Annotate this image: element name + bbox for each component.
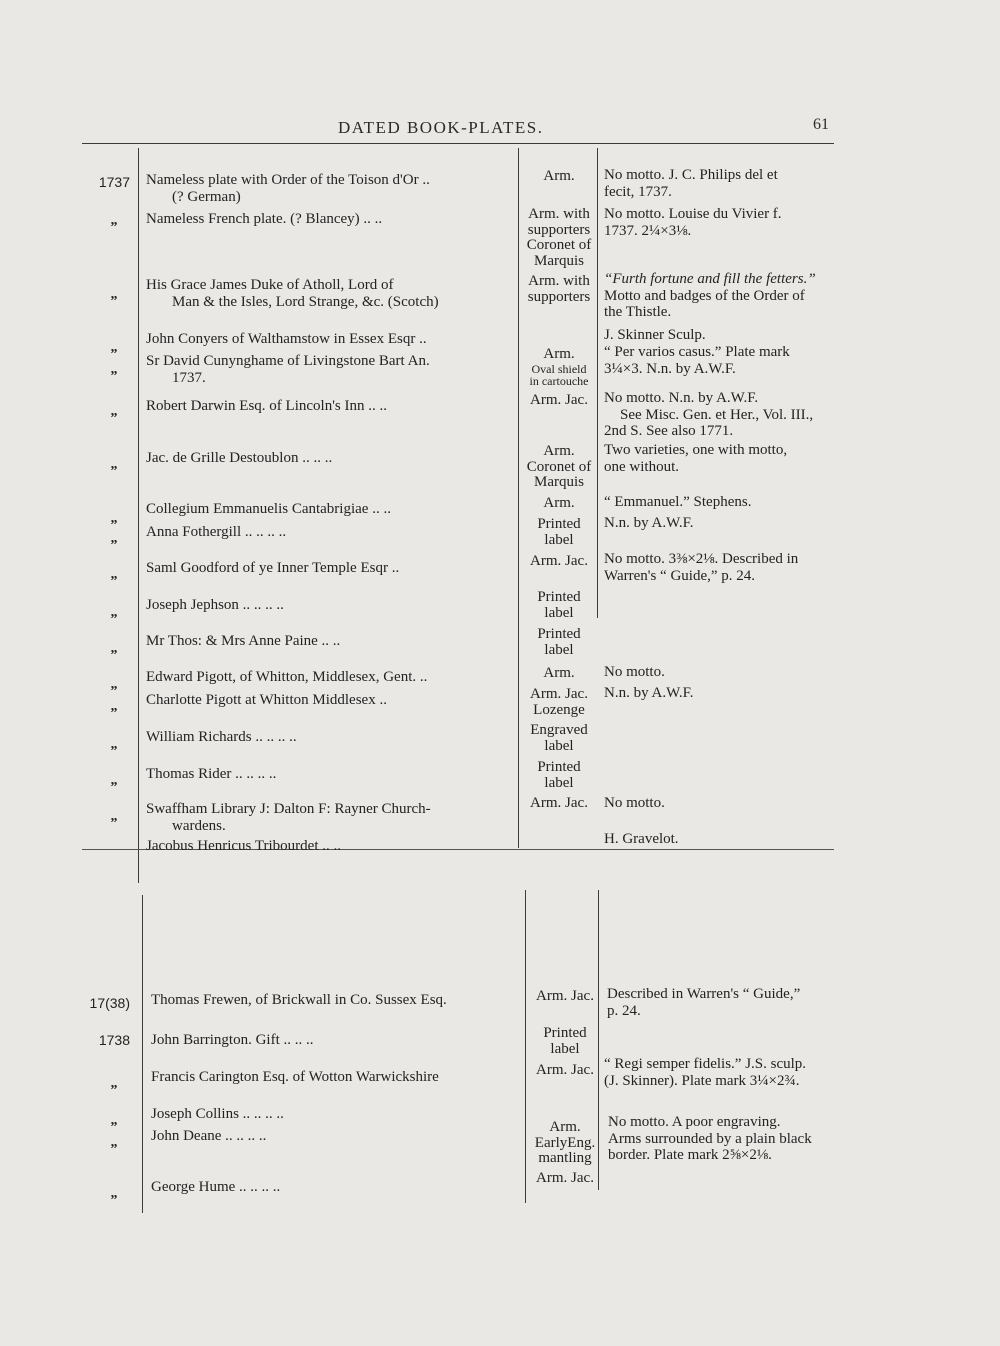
- remark-line: No motto. Louise du Vivier f.: [604, 206, 782, 222]
- owner-line: Jac. de Grille Destoublon .. .. ..: [146, 450, 333, 466]
- style-line: Coronet of: [526, 458, 592, 475]
- entry-owner: [151, 1032, 511, 1049]
- remark-line: No motto.: [604, 795, 665, 811]
- entry-style: [520, 517, 598, 548]
- owner-line: Joseph Collins .. .. .. ..: [151, 1106, 284, 1122]
- ditto-mark: „: [110, 605, 118, 620]
- entry-style: [526, 1026, 604, 1057]
- ditto-mark: „: [110, 213, 118, 228]
- owner-line: Jacobus Henricus Tribourdet .. ..: [146, 838, 341, 854]
- column-rule-year: [138, 148, 139, 883]
- owner-line: Anna Fothergill .. .. .. ..: [146, 524, 287, 540]
- remark-line: No motto. J. C. Philips del et: [604, 167, 778, 183]
- style-line: label: [550, 1040, 580, 1057]
- entry-year: 17(38): [89, 995, 130, 1011]
- entry-style: [520, 169, 598, 185]
- owner-line: Saml Goodford of ye Inner Temple Esqr ..: [146, 560, 400, 576]
- owner-line: Nameless French plate. (? Blancey) .. ..: [146, 211, 383, 227]
- style-line: Arm. with: [528, 206, 590, 222]
- owner-line: Francis Carington Esq. of Wotton Warwickshire: [151, 1069, 439, 1085]
- style-line: Printed: [537, 516, 581, 532]
- entry-remarks: [604, 1056, 838, 1089]
- remark-line: J. Skinner Sculp.: [604, 327, 706, 343]
- style-line: Printed: [537, 759, 581, 775]
- style-line: Arm. Jac.: [530, 795, 588, 811]
- style-line: label: [544, 531, 574, 548]
- entry-owner: [146, 398, 506, 415]
- style-line: Arm.: [543, 346, 575, 362]
- ditto-mark: „: [110, 1076, 118, 1091]
- entry-style: [526, 1120, 604, 1167]
- owner-line: John Conyers of Walthamstow in Essex Esqr ..: [146, 331, 427, 347]
- entry-style: [520, 496, 598, 512]
- ditto-mark: „: [110, 511, 118, 526]
- style-line: label: [544, 641, 574, 658]
- entry-style: [520, 796, 598, 812]
- entry-owner: [146, 597, 506, 614]
- remark-line: “Furth fortune and fill the fetters.”: [604, 271, 816, 287]
- entry-remarks: [604, 831, 838, 848]
- entry-remarks: [604, 494, 838, 511]
- entry-remarks: [604, 167, 838, 200]
- remark-line: “ Regi semper fidelis.” J.S. sculp.: [604, 1056, 807, 1072]
- style-line: label: [544, 604, 574, 621]
- style-line: Arm.: [543, 665, 575, 681]
- ditto-mark: „: [110, 340, 118, 355]
- style-line: label: [544, 737, 574, 754]
- ditto-mark: „: [110, 1186, 118, 1201]
- entry-style: [520, 666, 598, 682]
- owner-line: John Deane .. .. .. ..: [151, 1128, 267, 1144]
- remark-line: Described in Warren's “ Guide,”: [607, 986, 801, 1002]
- style-line: Arm. Jac.: [536, 1062, 594, 1078]
- owner-line: Nameless plate with Order of the Toison d'Or ..: [146, 172, 430, 188]
- remark-line: Motto and badges of the Order of: [604, 287, 805, 304]
- remark-line: 2nd S. See also 1771.: [604, 423, 734, 439]
- entry-owner: [146, 729, 506, 746]
- owner-line: Joseph Jephson .. .. .. ..: [146, 597, 284, 613]
- entry-owner: [146, 172, 506, 205]
- entry-owner: [146, 669, 506, 686]
- style-line: Printed: [543, 1025, 587, 1041]
- owner-line: Charlotte Pigott at Whitton Middlesex ..: [146, 692, 387, 708]
- style-line: label: [544, 774, 574, 791]
- style-line: Printed: [537, 626, 581, 642]
- style-line: Oval shield: [531, 361, 587, 376]
- remark-line: border. Plate mark 2⅝×2⅛.: [608, 1147, 772, 1163]
- entry-style: [526, 989, 604, 1005]
- owner-line: Robert Darwin Esq. of Lincoln's Inn .. ..: [146, 398, 387, 414]
- running-title: DATED BOOK-PLATES.: [338, 118, 544, 137]
- ditto-mark: „: [110, 457, 118, 472]
- owner-line: William Richards .. .. .. ..: [146, 729, 297, 745]
- entry-remarks: [604, 271, 838, 321]
- owner-line: His Grace James Duke of Atholl, Lord of: [146, 277, 394, 293]
- page-number: 61: [813, 116, 829, 133]
- entry-remarks: [604, 390, 838, 440]
- entry-remarks: [604, 664, 838, 681]
- entry-remarks: [604, 551, 838, 584]
- remark-line: N.n. by A.W.F.: [604, 685, 694, 701]
- entry-owner: [146, 501, 506, 518]
- style-line: mantling: [538, 1150, 592, 1166]
- entry-owner: [146, 353, 506, 386]
- remark-line: See Misc. Gen. et Her., Vol. III.,: [620, 406, 814, 423]
- entry-remarks: [607, 986, 841, 1019]
- entry-owner: [146, 331, 506, 348]
- entry-owner: [151, 1069, 511, 1086]
- owner-line: Thomas Rider .. .. .. ..: [146, 766, 277, 782]
- ditto-mark: „: [110, 362, 118, 377]
- entry-owner: [146, 277, 506, 310]
- ditto-mark: „: [110, 641, 118, 656]
- style-line: Printed: [537, 589, 581, 605]
- entry-owner: [146, 633, 506, 650]
- remark-line: N.n. by A.W.F.: [604, 515, 694, 531]
- remark-line: Warren's “ Guide,” p. 24.: [604, 567, 756, 584]
- entry-remarks: [604, 515, 838, 532]
- remark-line: (J. Skinner). Plate mark 3¼×2¾.: [604, 1072, 800, 1089]
- entry-owner: [146, 838, 506, 855]
- remark-line: No motto. A poor engraving.: [608, 1114, 781, 1130]
- style-line: Engraved: [530, 722, 588, 738]
- entry-remarks: [608, 1114, 842, 1164]
- remark-line: one without.: [604, 458, 679, 475]
- remark-line: No motto. N.n. by A.W.F.: [604, 390, 759, 406]
- column-rule-year-2: [142, 895, 143, 1213]
- owner-line: Man & the Isles, Lord Strange, &c. (Scotch): [172, 293, 439, 310]
- remark-line: p. 24.: [607, 1002, 641, 1019]
- style-line: in cartouche: [529, 374, 589, 388]
- remark-line: 1737. 2¼×3⅛.: [604, 222, 692, 239]
- entry-style: [520, 207, 598, 269]
- entry-style: [520, 687, 598, 718]
- entry-style: [520, 554, 598, 570]
- entry-owner: [146, 692, 506, 709]
- owner-line: John Barrington. Gift .. .. ..: [151, 1032, 314, 1048]
- ditto-mark: „: [110, 1113, 118, 1128]
- ditto-mark: „: [110, 699, 118, 714]
- owner-line: (? German): [172, 188, 241, 205]
- style-line: EarlyEng.: [534, 1134, 596, 1151]
- entry-year: 1737: [98, 174, 130, 190]
- entry-remarks: [604, 685, 838, 702]
- owner-line: Edward Pigott, of Whitton, Middlesex, Gent. ..: [146, 669, 428, 685]
- style-line: Arm. with: [528, 273, 590, 289]
- remark-line: fecit, 1737.: [604, 183, 672, 200]
- style-line: Marquis: [534, 252, 584, 269]
- ditto-mark: „: [110, 287, 118, 302]
- ditto-mark: „: [110, 737, 118, 752]
- style-line: Lozenge: [533, 701, 585, 718]
- column-rule-owner: [518, 148, 519, 848]
- remark-line: H. Gravelot.: [604, 831, 679, 847]
- entry-remarks: [604, 795, 838, 812]
- entry-style: [526, 1171, 604, 1187]
- style-line: supporters: [527, 288, 591, 305]
- owner-line: Thomas Frewen, of Brickwall in Co. Sussex Esq.: [151, 992, 447, 1008]
- style-line: Arm. Jac.: [530, 392, 588, 408]
- style-line: supporters: [527, 221, 591, 238]
- style-line: Arm. Jac.: [536, 988, 594, 1004]
- owner-line: Sr David Cunynghame of Livingstone Bart An.: [146, 353, 430, 369]
- style-line: Arm. Jac.: [530, 553, 588, 569]
- ditto-mark: „: [110, 1135, 118, 1150]
- style-line: Arm.: [543, 168, 575, 184]
- ditto-mark: „: [110, 677, 118, 692]
- entry-style: [520, 347, 598, 388]
- style-line: Marquis: [534, 474, 584, 490]
- owner-line: 1737.: [172, 369, 206, 386]
- entry-style: [520, 393, 598, 409]
- entry-remarks: [604, 442, 838, 475]
- entry-owner: [146, 766, 506, 783]
- header-rule: [82, 143, 834, 144]
- entry-style: [520, 760, 598, 791]
- ditto-mark: „: [110, 773, 118, 788]
- ditto-mark: „: [110, 404, 118, 419]
- entry-owner: [151, 1106, 511, 1123]
- remark-line: No motto.: [604, 664, 665, 680]
- owner-line: Mr Thos: & Mrs Anne Paine .. ..: [146, 633, 341, 649]
- entry-style: [526, 1063, 604, 1079]
- style-line: Coronet of: [526, 237, 592, 253]
- entry-year: 1738: [98, 1032, 130, 1048]
- entry-style: [520, 444, 598, 491]
- ditto-mark: „: [110, 531, 118, 546]
- entry-style: [520, 627, 598, 658]
- entry-style: [520, 723, 598, 754]
- style-line: Arm.: [549, 1119, 581, 1135]
- remark-line: “ Emmanuel.” Stephens.: [604, 494, 752, 510]
- remark-line: “ Per varios casus.” Plate mark: [604, 344, 790, 360]
- remark-line: 3¼×3. N.n. by A.W.F.: [604, 360, 736, 377]
- ditto-mark: „: [110, 567, 118, 582]
- entry-style: [520, 274, 598, 305]
- remark-line: No motto. 3⅜×2⅛. Described in: [604, 551, 799, 567]
- ditto-mark: „: [110, 809, 118, 824]
- owner-line: wardens.: [172, 817, 226, 834]
- entry-remarks: [604, 206, 838, 239]
- style-line: Arm.: [543, 495, 575, 511]
- remark-line: Two varieties, one with motto,: [604, 442, 788, 458]
- entry-remarks: [604, 344, 838, 377]
- owner-line: Swaffham Library J: Dalton F: Rayner Church-: [146, 801, 431, 817]
- style-line: Arm.: [543, 443, 575, 459]
- entry-owner: [151, 1128, 511, 1145]
- owner-line: Collegium Emmanuelis Cantabrigiae .. ..: [146, 501, 391, 517]
- style-line: Arm. Jac.: [536, 1170, 594, 1186]
- entry-owner: [146, 560, 506, 577]
- owner-line: George Hume .. .. .. ..: [151, 1179, 281, 1195]
- entry-owner: [151, 992, 511, 1009]
- remark-line: Arms surrounded by a plain black: [608, 1130, 812, 1147]
- entry-remarks: [604, 327, 838, 344]
- entry-owner: [151, 1179, 511, 1196]
- entry-owner: [146, 524, 506, 541]
- entry-style: [520, 590, 598, 621]
- entry-owner: [146, 211, 506, 228]
- remark-line: the Thistle.: [604, 304, 672, 320]
- entry-owner: [146, 450, 506, 467]
- style-line: Arm. Jac.: [530, 686, 588, 702]
- entry-owner: [146, 801, 506, 834]
